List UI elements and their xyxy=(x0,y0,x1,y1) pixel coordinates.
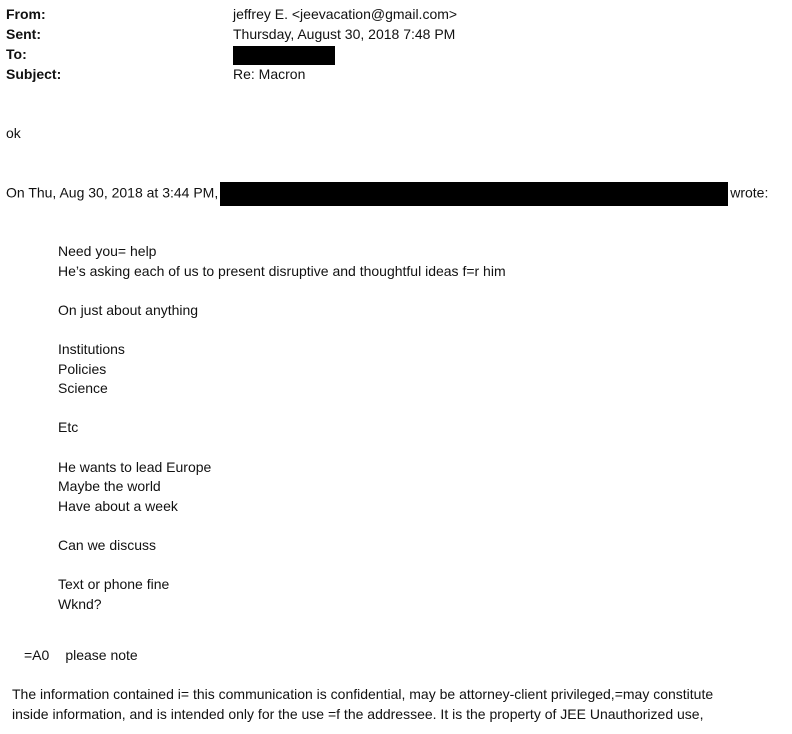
header-from-row xyxy=(6,4,706,24)
reply-text: ok xyxy=(6,125,21,141)
header-sent-row xyxy=(6,24,706,44)
blank-line xyxy=(58,320,506,340)
to-label: To: xyxy=(6,46,27,62)
note-line xyxy=(24,645,138,665)
note-code: =A0 xyxy=(24,647,50,663)
quote-intro-prefix: On Thu, Aug 30, 2018 at 3:44 PM, xyxy=(6,184,219,201)
quoted-line: He wants to lead Europe xyxy=(58,458,212,475)
quoted-line: Wknd? xyxy=(58,595,102,612)
quote-intro xyxy=(6,182,792,206)
quote-intro-suffix: wrote: xyxy=(730,184,769,201)
quoted-line: On just about anything xyxy=(58,301,199,318)
quoted-line: Have about a week xyxy=(58,497,178,514)
confidentiality-notice xyxy=(12,684,787,724)
confidentiality-line: The information contained i= this communication is confidential, may be attorney-client privileged,=may constitute xyxy=(12,686,714,702)
from-label: From: xyxy=(6,6,46,22)
header-subject-row xyxy=(6,64,706,84)
quoted-line: Need you= help xyxy=(58,243,157,259)
subject-label: Subject: xyxy=(6,66,62,82)
from-value: jeffrey E. <jeevacation@gmail.com> xyxy=(233,6,458,22)
quoted-line: Institutions xyxy=(58,340,125,357)
subject-value: Re: Macron xyxy=(233,66,306,82)
header-to-row xyxy=(6,44,706,64)
blank-line xyxy=(58,281,506,301)
blank-line xyxy=(58,438,506,458)
note-text: please note xyxy=(65,647,138,663)
blank-line xyxy=(58,399,506,419)
confidentiality-line: inside information, and is intended only for the use =f the addressee. It is the property of JEE Unauthorized use, xyxy=(12,706,704,722)
blank-line xyxy=(58,516,506,536)
quoted-line: Maybe the world xyxy=(58,478,161,495)
sent-label: Sent: xyxy=(6,26,41,42)
to-value xyxy=(233,44,335,65)
blank-line xyxy=(58,556,506,576)
to-redaction-bar xyxy=(233,46,335,65)
quoted-line: Policies xyxy=(58,360,107,377)
quoted-message xyxy=(58,242,506,614)
quoted-line: Science xyxy=(58,380,108,397)
sender-redaction-bar xyxy=(220,182,728,206)
quoted-line: Etc xyxy=(58,419,79,436)
sent-value: Thursday, August 30, 2018 7:48 PM xyxy=(233,26,456,42)
quoted-line: Can we discuss xyxy=(58,536,157,553)
quoted-line: Text or phone fine xyxy=(58,576,170,593)
quoted-line: He’s asking each of us to present disruptive and thoughtful ideas f=r him xyxy=(58,262,506,279)
